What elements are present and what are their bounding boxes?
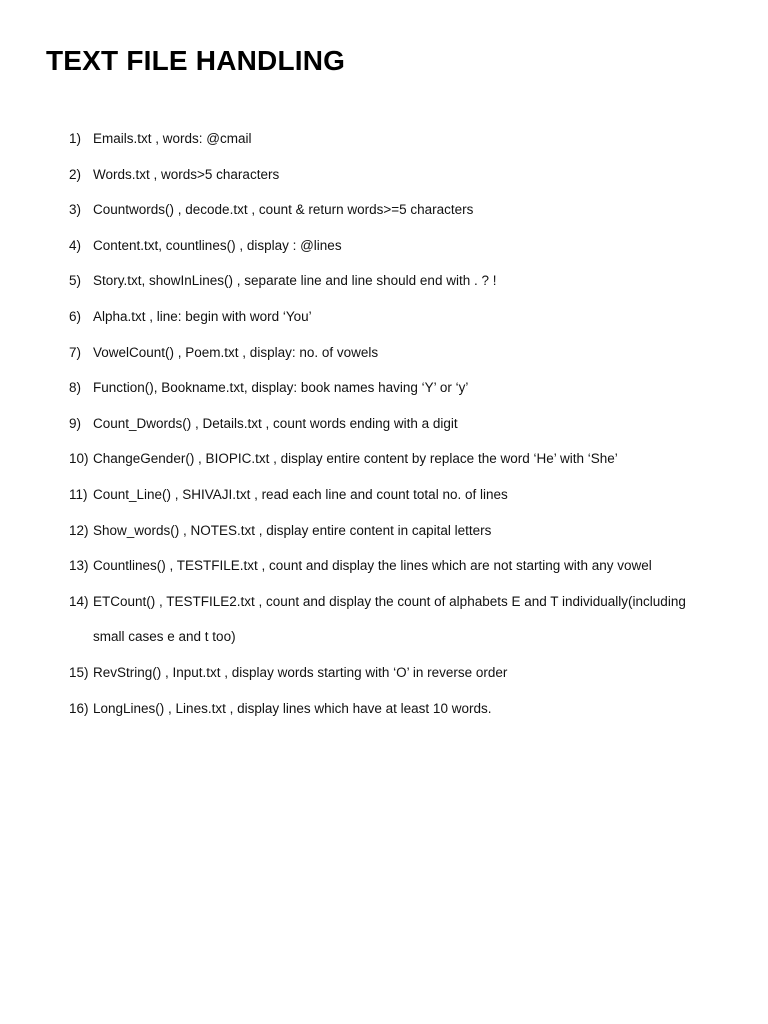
list-item-number: 9) — [69, 415, 82, 431]
list-item-number: 6) — [69, 308, 82, 324]
list-item-number: 11) — [69, 486, 88, 502]
list-item — [0, 413, 768, 449]
list-item-number: 5) — [69, 273, 82, 289]
list-item-text: RevString() , Input.txt , display words starting with ‘O’ in reverse order — [93, 664, 508, 680]
list-item — [0, 448, 768, 484]
list-item — [0, 235, 768, 271]
list-item — [0, 199, 768, 235]
list-item — [0, 520, 768, 556]
list-item-text-continuation: small cases e and t too) — [93, 629, 236, 645]
list-item-number: 16) — [69, 700, 89, 716]
list-item — [0, 484, 768, 520]
task-list — [0, 128, 768, 733]
list-item-text: ETCount() , TESTFILE2.txt , count and display the count of alphabets E and T individually(including — [93, 593, 686, 609]
list-item-text: LongLines() , Lines.txt , display lines which have at least 10 words. — [93, 700, 492, 716]
list-item-number: 15) — [69, 664, 89, 680]
list-item-text: Content.txt, countlines() , display : @lines — [93, 237, 342, 253]
list-item-text: ChangeGender() , BIOPIC.txt , display entire content by replace the word ‘He’ with ‘She’ — [93, 451, 618, 467]
list-item-text: Countwords() , decode.txt , count & return words>=5 characters — [93, 202, 474, 218]
list-item-number: 13) — [69, 558, 89, 574]
list-item-number: 4) — [69, 237, 82, 253]
list-item-number: 8) — [69, 380, 82, 396]
document-title: TEXT FILE HANDLING — [46, 45, 346, 76]
list-item-text: Story.txt, showInLines() , separate line and line should end with . ? ! — [93, 273, 497, 289]
list-item — [0, 662, 768, 698]
list-item-number: 7) — [69, 344, 82, 360]
list-item-text: Alpha.txt , line: begin with word ‘You’ — [93, 308, 312, 324]
list-item-text: Show_words() , NOTES.txt , display entire content in capital letters — [93, 522, 492, 538]
list-item-number: 12) — [69, 522, 89, 538]
list-item — [0, 591, 768, 662]
list-item — [0, 270, 768, 306]
list-item — [0, 128, 768, 164]
list-item-number: 14) — [69, 593, 89, 609]
list-item-text: Words.txt , words>5 characters — [93, 166, 280, 182]
list-item-text: Count_Line() , SHIVAJI.txt , read each line and count total no. of lines — [93, 486, 508, 502]
list-item-text: Count_Dwords() , Details.txt , count words ending with a digit — [93, 415, 458, 431]
list-item-number: 3) — [69, 202, 82, 218]
list-item-text: VowelCount() , Poem.txt , display: no. of vowels — [93, 344, 379, 360]
list-item — [0, 377, 768, 413]
list-item — [0, 698, 768, 734]
list-item — [0, 342, 768, 378]
list-item — [0, 555, 768, 591]
list-item-number: 1) — [69, 131, 82, 146]
list-item — [0, 164, 768, 200]
list-item — [0, 306, 768, 342]
list-item-text: Emails.txt , words: @cmail — [93, 131, 252, 146]
list-item-number: 10) — [69, 451, 89, 467]
list-item-text: Countlines() , TESTFILE.txt , count and display the lines which are not starting with any vowel — [93, 558, 652, 574]
list-item-number: 2) — [69, 166, 82, 182]
list-item-text: Function(), Bookname.txt, display: book names having ‘Y’ or ‘y’ — [93, 380, 469, 396]
